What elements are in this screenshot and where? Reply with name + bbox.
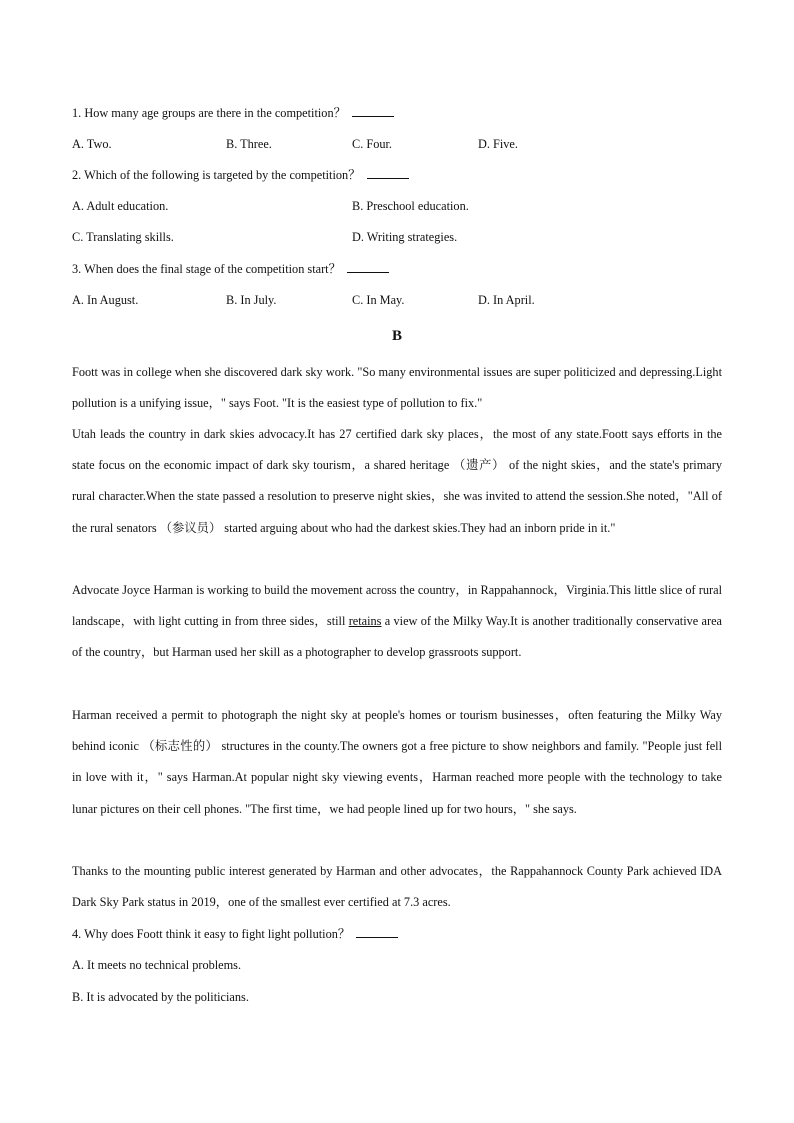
q4-option-b: B. It is advocated by the politicians.	[72, 990, 249, 1004]
answer-blank[interactable]	[367, 167, 409, 179]
underlined-word: retains	[348, 614, 382, 629]
answer-blank[interactable]	[352, 105, 394, 117]
passage-paragraph-3-text-b: a view of the Milky Way.It is another traditionally conservative area of the country，but Harman used her skill as a photographer to develop grassroots support.	[72, 614, 722, 660]
passage-paragraph-5: Thanks to the mounting public interest generated by Harman and other advocates，the Rappahannock County Park achieved IDA Dark Sky Park status in 2019，one of the smallest ever certified at 7.3 acres.	[72, 864, 722, 910]
question-2	[72, 167, 409, 183]
question-1	[72, 105, 394, 121]
question-2-number: 2.	[72, 168, 82, 182]
q2-option-a: A. Adult education.	[72, 199, 169, 213]
question-3-text: When does the final stage of the competition start？	[84, 262, 341, 276]
question-4	[72, 926, 398, 942]
q3-option-c: C. In May.	[352, 293, 405, 307]
passage-paragraph-2: Utah leads the country in dark skies advocacy.It has 27 certified dark sky places，the most of any state.Foott says efforts in the state focus on the economic impact of dark sky tourism，a shared heritage （遗产） of the night skies，and the state's primary rural character.When the state passed a resolution to preserve night skies，she was invited to attend the session.She noted，"All of the rural senators （参议员） started arguing about who had the darkest skies.They had an inborn pride in it."	[72, 427, 722, 535]
question-3	[72, 261, 389, 277]
q3-option-a: A. In August.	[72, 293, 139, 307]
question-2-text: Which of the following is targeted by the competition？	[84, 168, 361, 182]
q1-option-d: D. Five.	[478, 137, 518, 151]
q4-option-a: A. It meets no technical problems.	[72, 958, 242, 972]
q2-option-c: C. Translating skills.	[72, 230, 174, 244]
passage-paragraph-3	[72, 575, 722, 669]
q2-option-d: D. Writing strategies.	[352, 230, 458, 244]
question-1-text: How many age groups are there in the competition？	[84, 106, 346, 120]
section-heading: B	[391, 328, 402, 344]
passage-paragraph-1: Foott was in college when she discovered dark sky work. "So many environmental issues are super politicized and depressing.Light pollution is a unifying issue，" says Foot. "It is the easiest type of pollution to fix."	[72, 365, 722, 411]
answer-blank[interactable]	[356, 926, 398, 938]
question-4-text: Why does Foott think it easy to fight light pollution？	[84, 927, 351, 941]
q3-option-b: B. In July.	[226, 293, 277, 307]
q2-option-b: B. Preschool education.	[352, 199, 469, 213]
q1-option-c: C. Four.	[352, 137, 392, 151]
question-3-number: 3.	[72, 262, 82, 276]
passage-paragraph-4: Harman received a permit to photograph the night sky at people's homes or tourism businesses，often featuring the Milky Way behind iconic （标志性的） structures in the county.The owners got a free picture to show neighbors and family. "People just fell in love with it，" says Harman.At popular night sky viewing events，Harman reached more people with the technology to take lunar pictures on their cell phones. "The first time，we had people lined up for two hours，" she says.	[72, 708, 722, 816]
question-1-number: 1.	[72, 106, 82, 120]
answer-blank[interactable]	[347, 261, 389, 273]
question-4-number: 4.	[72, 927, 82, 941]
q1-option-b: B. Three.	[226, 137, 272, 151]
passage-paragraph-3-text-a: Advocate Joyce Harman is working to build the movement across the country，in Rappahannock，Virginia.This little slice of rural landscape，with light cutting in from three sides，still	[72, 583, 722, 629]
q1-option-a: A. Two.	[72, 137, 112, 151]
q3-option-d: D. In April.	[478, 293, 535, 307]
